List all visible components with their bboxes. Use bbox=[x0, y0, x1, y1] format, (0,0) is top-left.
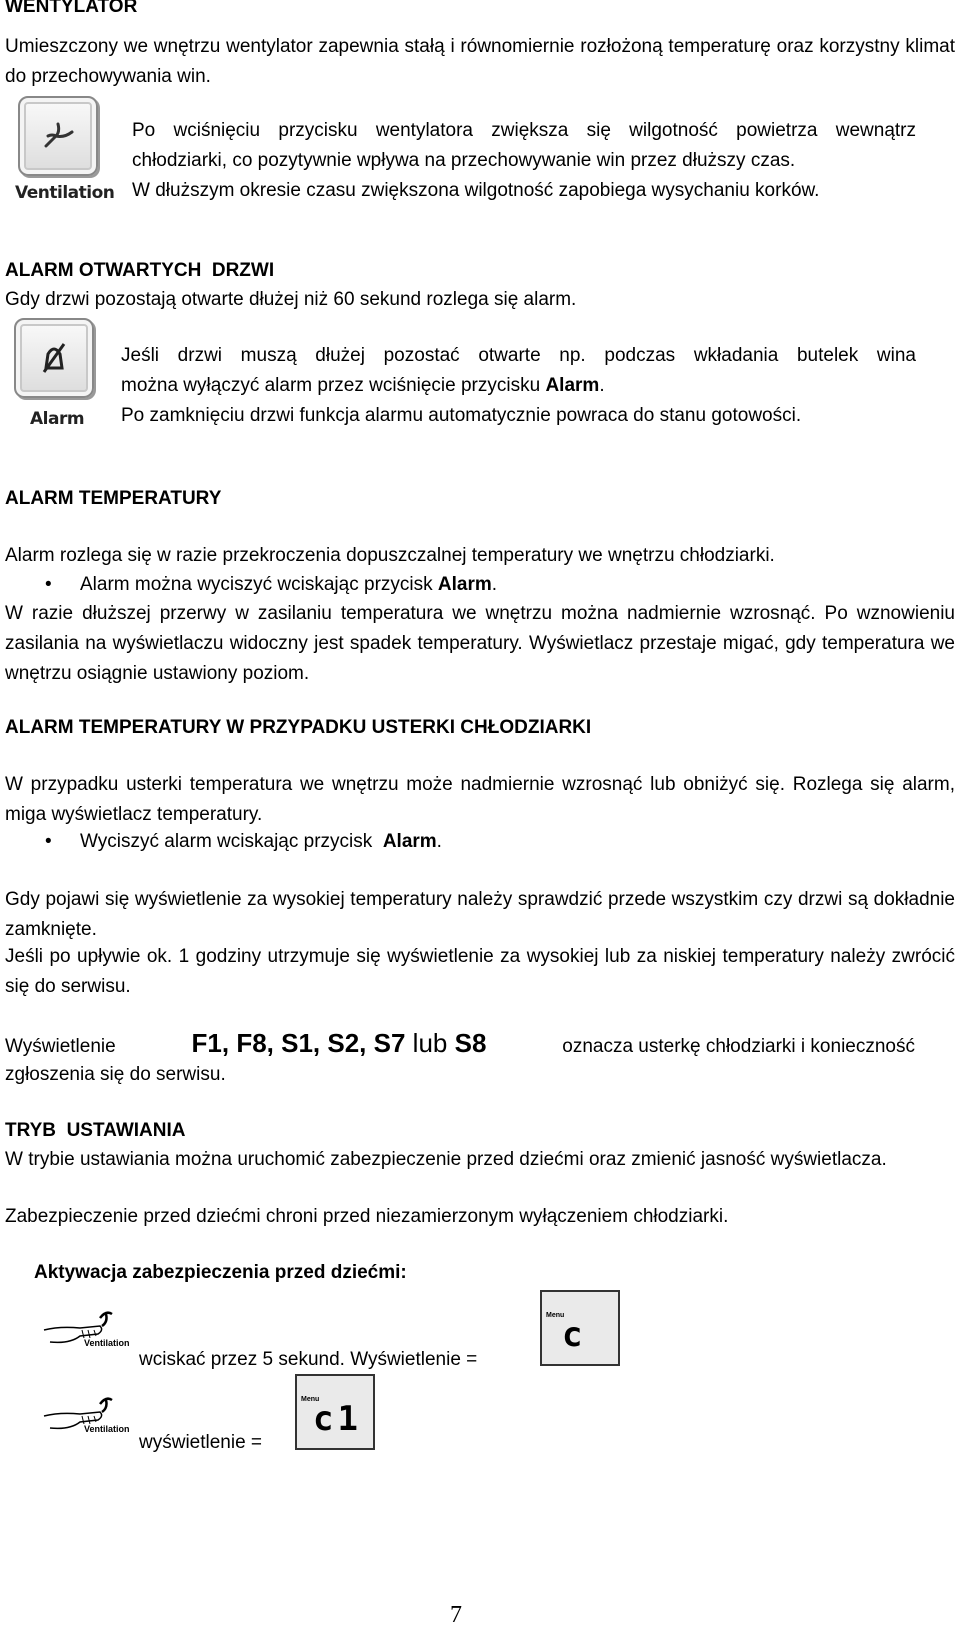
usterka-p2: Gdy pojawi się wyświetlenie za wysokiej temperatury należy sprawdzić przede wszystkim czy drzwi są dokładnie zamknięte. bbox=[5, 889, 955, 940]
alarm-button-image bbox=[14, 318, 94, 398]
step1-text: wciskać przez 5 sekund. Wyświetlenie = bbox=[139, 1349, 478, 1370]
usterka-bullet: • Wyciszyć alarm wciskając przycisk Alarm. bbox=[80, 827, 442, 857]
step2-text: wyświetlenie = bbox=[139, 1432, 263, 1453]
alarm-drzwi-line-2: można wyłączyć alarm przez wciśnięcie przycisku Alarm. bbox=[121, 375, 605, 396]
usterka-p1: W przypadku usterki temperatura we wnętrzu może nadmiernie wzrosnąć lub obniżyć się. Rozlega się alarm, miga wyświetlacz temperatury. bbox=[5, 774, 955, 825]
child-lock-subtitle: Aktywacja zabezpieczenia przed dziećmi: bbox=[34, 1262, 407, 1283]
ventilation-button-image bbox=[18, 96, 98, 176]
heading-tryb-ustawiania: TRYB USTAWIANIA bbox=[5, 1120, 186, 1141]
wentylator-description bbox=[132, 116, 916, 206]
alarm-temp-p1: Alarm rozlega się w razie przekroczenia dopuszczalnej temperatury we wnętrzu chłodziarki. bbox=[5, 545, 775, 566]
alarm-drzwi-intro: Gdy drzwi pozostają otwarte dłużej niż 60 sekund rozlega się alarm. bbox=[5, 289, 577, 310]
alarm-temp-p2: W razie dłuższej przerwy w zasilaniu temperatura we wnętrzu można nadmiernie wzrosnąć. Po wznowieniu zasilania na wyświetlaczu widoczny jest spadek temperatury. Wyświetlacz przestaje migać, gdy temperatura we wnętrzu osiągnie ustawiony poziom. bbox=[5, 603, 955, 684]
hand-label-2: Ventilation bbox=[84, 1424, 130, 1434]
heading-alarm-otwartych-drzwi: ALARM OTWARTYCH DRZWI bbox=[5, 260, 275, 281]
error-codes-line bbox=[5, 1028, 915, 1062]
ventilation-button-label: Ventilation bbox=[15, 183, 115, 203]
wentylator-intro: Umieszczony we wnętrzu wentylator zapewnia stałą i równomiernie rozłożoną temperaturę oraz korzystny klimat do przechowywania win. bbox=[5, 36, 955, 87]
fan-icon bbox=[38, 116, 78, 156]
wentylator-line-3: W dłuższym okresie czasu zwiększona wilgotność zapobiega wysychaniu korków. bbox=[132, 180, 820, 201]
lcd-display-2: Menu c1 bbox=[295, 1374, 375, 1450]
hand-label-1: Ventilation bbox=[84, 1338, 130, 1348]
codes-prefix: Wyświetlenie bbox=[5, 1036, 116, 1057]
alarm-button-label: Alarm bbox=[30, 409, 85, 429]
alarm-drzwi-description bbox=[121, 341, 916, 431]
hand-press-icon bbox=[40, 1386, 140, 1446]
lcd-display-1: Menu c bbox=[540, 1290, 620, 1366]
heading-alarm-usterki: ALARM TEMPERATURY W PRZYPADKU USTERKI CHŁODZIARKI bbox=[5, 717, 592, 738]
wentylator-line-2: chłodziarki, co pozytywnie wpływa na przechowywanie win przez dłuższy czas. bbox=[132, 150, 796, 171]
tryb-p2: Zabezpieczenie przed dziećmi chroni przed niezamierzonym wyłączeniem chłodziarki. bbox=[5, 1206, 729, 1227]
heading-alarm-temperatury: ALARM TEMPERATURY bbox=[5, 488, 222, 509]
alarm-drzwi-line-1: Jeśli drzwi muszą dłużej pozostać otwarte np. podczas wkładania butelek wina bbox=[121, 345, 916, 366]
page-number: 7 bbox=[450, 1602, 462, 1628]
heading-wentylator: WENTYLATOR bbox=[5, 0, 138, 17]
error-codes: F1, F8, S1, S2, S7 lub S8 bbox=[191, 1028, 487, 1058]
tryb-p1: W trybie ustawiania można uruchomić zabezpieczenie przed dziećmi oraz zmienić jasność wyświetlacza. bbox=[5, 1149, 887, 1170]
codes-line-2: zgłoszenia się do serwisu. bbox=[5, 1064, 226, 1085]
hand-press-icon bbox=[40, 1300, 140, 1360]
usterka-p3: Jeśli po upływie ok. 1 godziny utrzymuje się wyświetlenie za wysokiej lub za niskiej temperatury należy zwrócić się do serwisu. bbox=[5, 946, 955, 997]
wentylator-line-1: Po wciśnięciu przycisku wentylatora zwiększa się wilgotność powietrza wewnątrz bbox=[132, 120, 916, 141]
alarm-drzwi-line-3: Po zamknięciu drzwi funkcja alarmu automatycznie powraca do stanu gotowości. bbox=[121, 405, 802, 426]
alarm-temp-bullet: • Alarm można wyciszyć wciskając przycisk Alarm. bbox=[80, 570, 497, 600]
codes-suffix: oznacza usterkę chłodziarki i konieczność bbox=[562, 1036, 915, 1057]
bell-icon bbox=[34, 338, 74, 378]
